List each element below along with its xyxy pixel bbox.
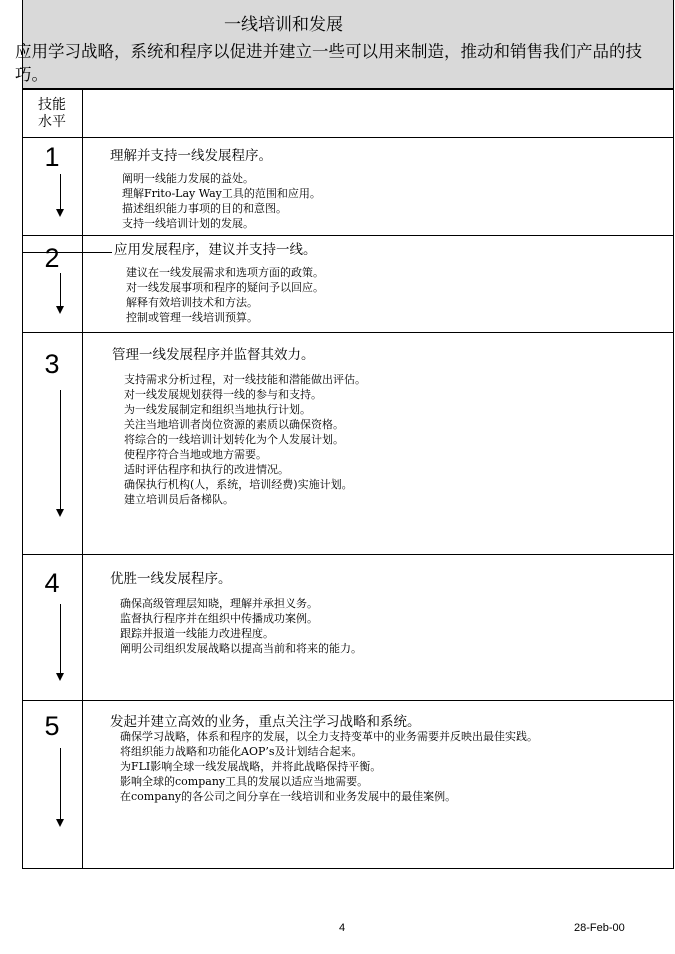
table-top-border (22, 89, 674, 90)
list-item: 确保学习战略，体系和程序的发展，以全力支持变革中的业务需要并反映出最佳实践。 (120, 730, 538, 743)
down-arrow-icon (56, 509, 64, 517)
list-item: 适时评估程序和执行的改进情况。 (124, 463, 289, 476)
down-arrow-icon (56, 673, 64, 681)
level-number: 3 (44, 349, 60, 379)
level-number: 5 (44, 711, 60, 741)
row-divider (22, 332, 674, 333)
list-item: 将综合的一线培训计划转化为个人发展计划。 (124, 433, 344, 446)
skill-level-label-line1: 技能 (38, 97, 66, 113)
list-item: 解释有效培训技术和方法。 (126, 296, 258, 309)
table-left-border (22, 89, 23, 869)
level-items (122, 171, 321, 231)
list-item: 支持一线培训计划的发展。 (122, 217, 254, 230)
list-item: 理解Frito-Lay Way工具的范围和应用。 (122, 187, 321, 200)
page-title: 一线培训和发展 (224, 15, 343, 35)
level-items (126, 265, 324, 325)
level-items (124, 372, 366, 507)
list-item: 为FLI影响全球一线发展战略，并将此战略保持平衡。 (120, 760, 382, 773)
level-number: 2 (44, 243, 60, 273)
level-title: 发起并建立高效的业务，重点关注学习战略和系统。 (110, 714, 421, 730)
row-divider (22, 554, 674, 555)
list-item: 对一线发展规划获得一线的参与和支持。 (124, 388, 322, 401)
skill-level-label (22, 97, 82, 131)
list-item: 在company的各公司之间分享在一线培训和业务发展中的最佳案例。 (120, 790, 457, 803)
level-items (120, 596, 362, 656)
level-title: 优胜一线发展程序。 (110, 571, 232, 587)
level-number: 1 (44, 142, 60, 172)
row-divider (22, 137, 674, 138)
level-title: 管理一线发展程序并监督其效力。 (112, 347, 315, 363)
list-item: 控制或管理一线培训预算。 (126, 311, 258, 324)
list-item: 确保高级管理层知晓，理解并承担义务。 (120, 597, 318, 610)
row-divider (22, 235, 674, 236)
level-title: 应用发展程序，建议并支持一线。 (114, 242, 317, 258)
down-arrow-shaft (60, 604, 61, 674)
skill-level-label-line2: 水平 (38, 114, 66, 130)
footer-date: 28-Feb-00 (574, 922, 625, 934)
down-arrow-shaft (60, 390, 61, 510)
column-divider (82, 89, 83, 869)
page-number: 4 (339, 922, 346, 934)
list-item: 将组织能力战略和功能化AOP’s及计划结合起来。 (120, 745, 363, 758)
table-bottom-border (22, 868, 674, 869)
page-subtitle: 应用学习战略，系统和程序以促进并建立一些可以用来制造，推动和销售我们产品的技巧。 (15, 42, 642, 84)
list-item: 对一线发展事项和程序的疑问予以回应。 (126, 281, 324, 294)
list-item: 阐明公司组织发展战略以提高当前和将来的能力。 (120, 642, 362, 655)
list-item: 影响全球的company工具的发展以适应当地需要。 (120, 775, 369, 788)
list-item: 支持需求分析过程，对一线技能和潜能做出评估。 (124, 373, 366, 386)
list-item: 监督执行程序并在组织中传播成功案例。 (120, 612, 318, 625)
list-item: 确保执行机构(人，系统，培训经费)实施计划。 (124, 478, 353, 491)
table-right-border (673, 89, 674, 869)
down-arrow-shaft (60, 174, 61, 210)
level-items (120, 729, 538, 804)
list-item: 建立培训员后备梯队。 (124, 493, 234, 506)
list-item: 建议在一线发展需求和选项方面的政策。 (126, 266, 324, 279)
list-item: 为一线发展制定和组织当地执行计划。 (124, 403, 311, 416)
down-arrow-shaft (60, 273, 61, 307)
level-title: 理解并支持一线发展程序。 (110, 148, 272, 164)
down-arrow-shaft (60, 748, 61, 820)
down-arrow-icon (56, 819, 64, 827)
down-arrow-icon (56, 306, 64, 314)
list-item: 描述组织能力事项的目的和意图。 (122, 202, 287, 215)
list-item: 跟踪并报道一线能力改进程度。 (120, 627, 274, 640)
list-item: 使程序符合当地或地方需要。 (124, 448, 267, 461)
down-arrow-icon (56, 209, 64, 217)
list-item: 阐明一线能力发展的益处。 (122, 172, 254, 185)
row-divider (22, 700, 674, 701)
list-item: 关注当地培训者岗位资源的素质以确保资格。 (124, 418, 344, 431)
level-number: 4 (44, 568, 60, 598)
